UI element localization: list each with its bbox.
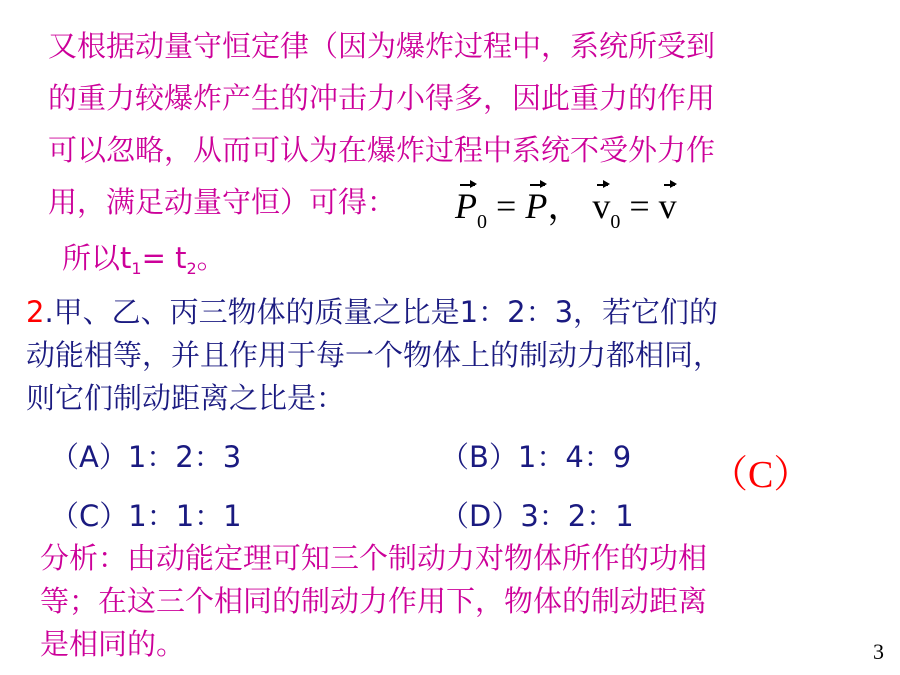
equals-sign-2: = <box>629 186 650 226</box>
equals-sign: = <box>496 186 517 226</box>
para1-line-1: 又根据动量守恒定律（因为爆炸过程中，系统所受到 <box>48 29 716 63</box>
option-c: （C）1：1：1 <box>50 499 242 533</box>
sub-zero-v: 0 <box>610 211 621 233</box>
question-line-1: 2.甲、乙、丙三物体的质量之比是1：2：3，若它们的 <box>26 295 719 329</box>
option-a: （A）1：2：3 <box>50 440 242 474</box>
option-b: （B）1：4：9 <box>440 440 632 474</box>
question-number: 2 <box>26 295 45 329</box>
momentum-formula <box>455 178 677 234</box>
vector-p0: P <box>455 186 477 226</box>
vector-p: P <box>525 186 548 226</box>
para1-line-2: 的重力较爆炸产生的冲击力小得多，因此重力的作用 <box>48 81 716 115</box>
separator: ， <box>547 186 584 226</box>
option-d: （D）3：2：1 <box>440 499 634 533</box>
result-line: 所以$t_1= t_2$。 <box>62 241 226 278</box>
vector-v: v <box>658 186 677 226</box>
para1-line-3: 可以忽略，从而可认为在爆炸过程中系统不受外力作 <box>48 133 716 167</box>
page-number: 3 <box>873 639 884 664</box>
analysis-line-2: 等；在这三个相同的制动力作用下，物体的制动距离 <box>40 584 708 618</box>
question-line-3: 则它们制动距离之比是： <box>26 381 346 415</box>
answer-label: （C） <box>710 454 812 496</box>
question-line-2: 动能相等，并且作用于每一个物体上的制动力都相同， <box>26 338 723 372</box>
analysis-line-1: 分析：由动能定理可知三个制动力对物体所作的功相 <box>40 541 708 575</box>
analysis-line-3: 是相同的。 <box>40 627 186 661</box>
para1-line-4: 用，满足动量守恒）可得： <box>48 185 397 219</box>
vector-v0: v <box>592 186 611 226</box>
sub-zero: 0 <box>477 211 487 233</box>
